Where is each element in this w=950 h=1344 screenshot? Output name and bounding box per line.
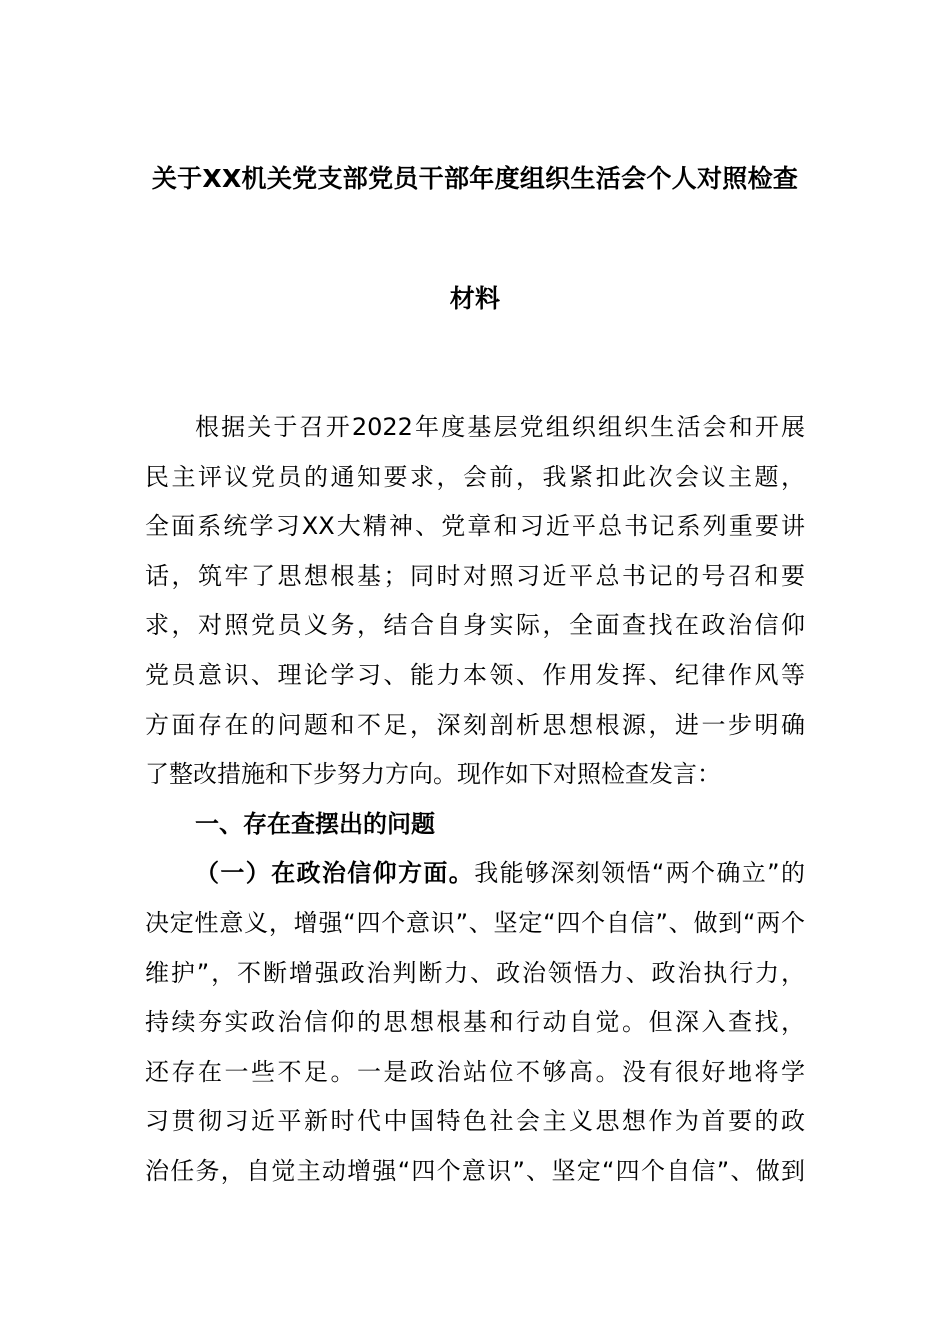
subsection-first-line bbox=[145, 849, 805, 899]
subsection-line: 还存在一些不足。一是政治站位不够高。没有很好地将学 bbox=[145, 1057, 805, 1086]
intro-line: 全面系统学习XX大精神、党章和习近平总书记系列重要讲 bbox=[145, 512, 805, 541]
intro-line: 求，对照党员义务，结合自身实际，全面查找在政治信仰 bbox=[145, 611, 805, 640]
document-title-line-2: 材料 bbox=[449, 284, 501, 313]
subsection-line: 决定性意义，增强“四个意识”、坚定“四个自信”、做到“两个 bbox=[145, 908, 805, 937]
subsection-line: 维护”，不断增强政治判断力、政治领悟力、政治执行力， bbox=[145, 958, 805, 987]
subsection-line: 治任务，自觉主动增强“四个意识”、坚定“四个自信”、做到 bbox=[145, 1156, 805, 1185]
intro-line: 方面存在的问题和不足，深刻剖析思想根源，进一步明确 bbox=[145, 710, 805, 739]
intro-line: 党员意识、理论学习、能力本领、作用发挥、纪律作风等 bbox=[145, 660, 805, 689]
subsection-line: 持续夯实政治信仰的思想根基和行动自觉。但深入查找， bbox=[145, 1008, 805, 1037]
subsection-line: 习贯彻习近平新时代中国特色社会主义思想作为首要的政 bbox=[145, 1107, 805, 1136]
document-title-line-1: 关于XX机关党支部党员干部年度组织生活会个人对照检查 bbox=[151, 164, 799, 193]
subsection-first-line-rest: 我能够深刻领悟“两个确立”的 bbox=[474, 859, 805, 888]
intro-line: 话，筑牢了思想根基；同时对照习近平总书记的号召和要 bbox=[145, 561, 805, 590]
subsection-lead: （一）在政治信仰方面。 bbox=[195, 859, 475, 888]
intro-line: 根据关于召开2022年度基层党组织组织生活会和开展 bbox=[195, 413, 805, 441]
intro-line: 民主评议党员的通知要求，会前，我紧扣此次会议主题， bbox=[145, 462, 805, 491]
document-body bbox=[145, 403, 805, 1197]
section-heading: 一、存在查摆出的问题 bbox=[195, 809, 435, 838]
intro-line: 了整改措施和下步努力方向。现作如下对照检查发言： bbox=[145, 760, 721, 789]
